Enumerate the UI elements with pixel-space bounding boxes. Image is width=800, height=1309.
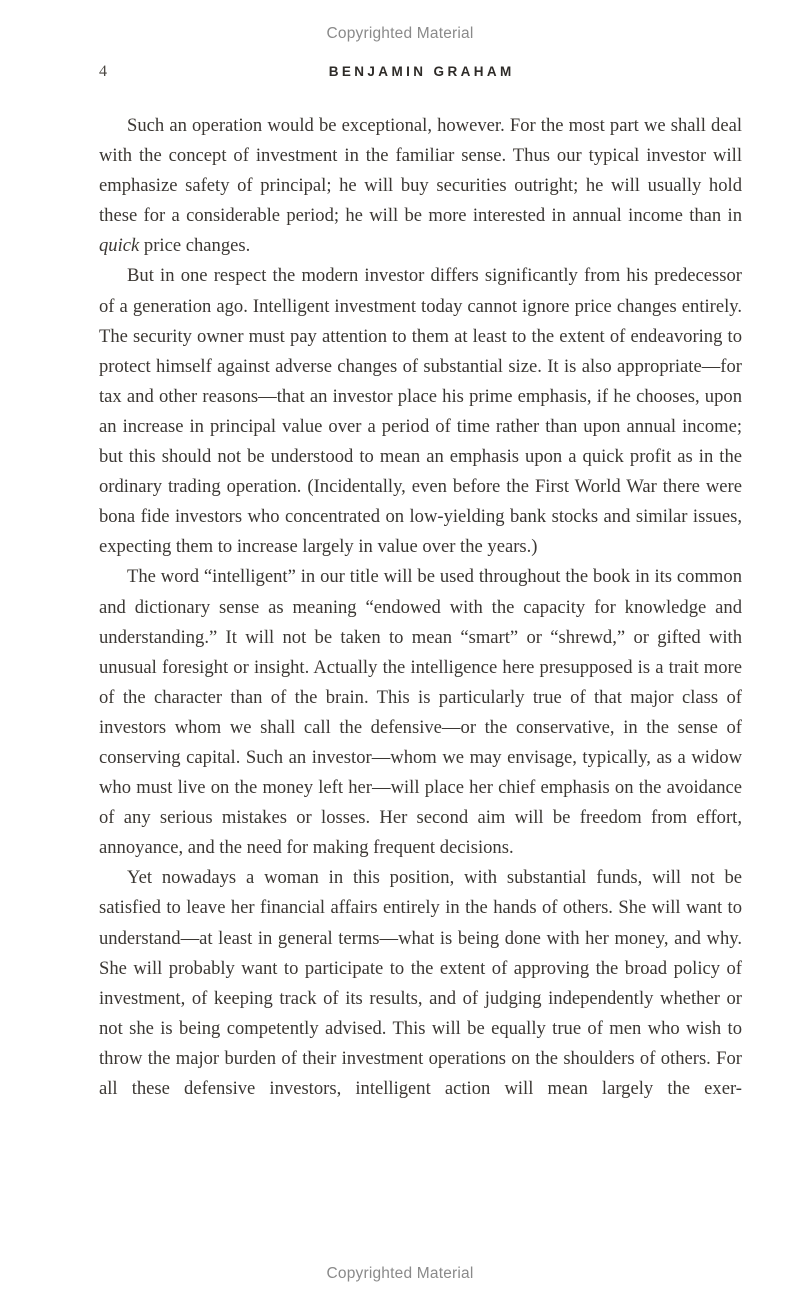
paragraph: But in one respect the modern investor differs significantly from his predecessor of a generation ago. Intelligent investment today cannot ignore price changes entirely. The security owner must pay attention to them at least to the extent of endeavoring to protect himself against adverse changes of substantial size. It is also appropriate—for tax and other reasons—that an investor place his prime emphasis, if he chooses, upon an increase in principal value over a period of time rather than upon annual income; but this should not be understood to mean an emphasis upon a quick profit as in the ordinary trading operation. (Incidentally, even before the First World War there were bona fide investors who concentrated on low-yielding bank stocks and similar issues, expecting them to increase largely in value over the years.) [99,265,742,558]
paragraph: The word “intelligent” in our title will be used throughout the book in its common and dictionary sense as meaning “endowed with the capacity for knowledge and understanding.” It will not be taken to mean “smart” or “shrewd,” or gifted with unusual foresight or insight. Actually the intelligence here presupposed is a trait more of the character than of the brain. This is particularly true of that major class of investors whom we shall call the defensive—or the conservative, in the sense of conserving capital. Such an investor—whom we may envisage, typically, as a widow who must live on the money left her—will place her chief emphasis on the avoidance of any serious mistakes or losses. Her second aim will be freedom from effort, annoyance, and the need for making frequent decisions. [99,566,742,859]
copyright-watermark-top: Copyrighted Material [326,25,474,42]
page-number: 4 [99,63,107,80]
running-head [99,62,741,82]
copyright-watermark-bottom: Copyrighted Material [326,1265,474,1282]
paragraph: Such an operation would be exceptional, however. For the most part we shall deal with the concept of investment in the familiar sense. Thus our typical investor will emphasize safety of principal; he will buy securities outright; he will usually hold these for a considerable period; he will be more interested in annual income than in quick price changes. [99,115,742,257]
paragraph: Yet nowadays a woman in this position, with substantial funds, will not be satisfied to leave her financial affairs entirely in the hands of others. She will want to understand—at least in general terms—what is being done with her money, and why. She will probably want to participate to the extent of approving the broad policy of investment, of keeping track of its results, and of judging independently whether or not she is being competently advised. This will be equally true of men who wish to throw the major burden of their investment operations on the shoulders of others. For all these defensive investors, intelligent action will mean largely the exer- [99,867,742,1099]
body-text [99,111,742,1134]
running-head-title: BENJAMIN GRAHAM [328,64,515,79]
emphasis-text: quick [99,235,140,257]
